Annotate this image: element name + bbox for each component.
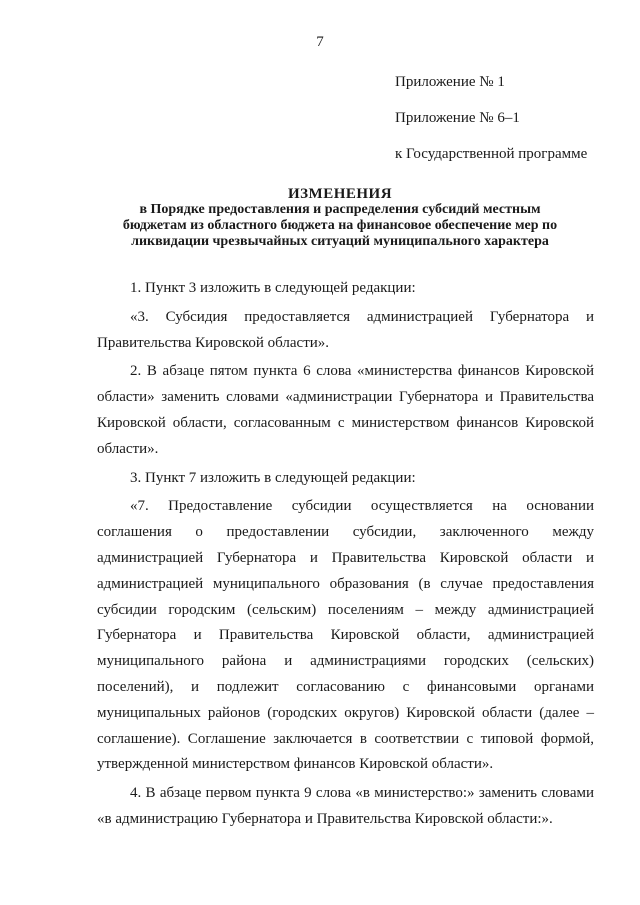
title-sub-line-1: в Порядке предоставления и распределения субсидий местным: [139, 202, 541, 217]
title-main: ИЗМЕНЕНИЯ: [287, 186, 393, 202]
paragraph-2: «3. Субсидия предоставляется администрацией Губернатора и Правительства Кировской области».: [97, 308, 594, 351]
paragraph-4: 3. Пункт 7 изложить в следующей редакции:: [130, 469, 416, 486]
paragraph-1: 1. Пункт 3 изложить в следующей редакции:: [130, 280, 416, 296]
appendix-line-1: Приложение № 1: [395, 74, 505, 90]
page-number: 7: [316, 34, 324, 50]
appendix-line-3: к Государственной программе: [395, 146, 588, 162]
document-title: [100, 186, 580, 250]
paragraph-6: 4. В абзаце первом пункта 9 слова «в министерство:» заменить словами «в администрацию Губернатора и Правительства Кировской области:».: [97, 785, 594, 827]
appendix-line-2: Приложение № 6–1: [395, 110, 520, 126]
title-sub-line-2: бюджетам из областного бюджета на финансовое обеспечение мер по: [122, 218, 558, 233]
document-body: [97, 276, 594, 833]
paragraph-5: «7. Предоставление субсидии осуществляется на основании соглашения о предоставлении субсидии, заключенного между администрацией Губернатора и Правительства Кировской области и администрацией муниципального образования (в случае предоставления субсидии городским (сельским) поселениям – между администрацией Губернатора и Правительства Кировской области, администрацией муниципального района и администрациями городских (сельских) поселений), и подлежит согласованию с финансовыми органами муниципальных районов (городских округов) Кировской области (далее – соглашение). Соглашение заключается в соответствии с типовой формой, утвержденной министерством финансов Кировской области».: [97, 498, 594, 773]
title-sub-line-3: ликвидации чрезвычайных ситуаций муниципального характера: [131, 234, 549, 249]
paragraph-3: 2. В абзаце пятом пункта 6 слова «министерства финансов Кировской области» заменить словами «администрации Губернатора и Правительства Кировской области, согласованным с министерством финансов Кировской области».: [97, 363, 594, 457]
